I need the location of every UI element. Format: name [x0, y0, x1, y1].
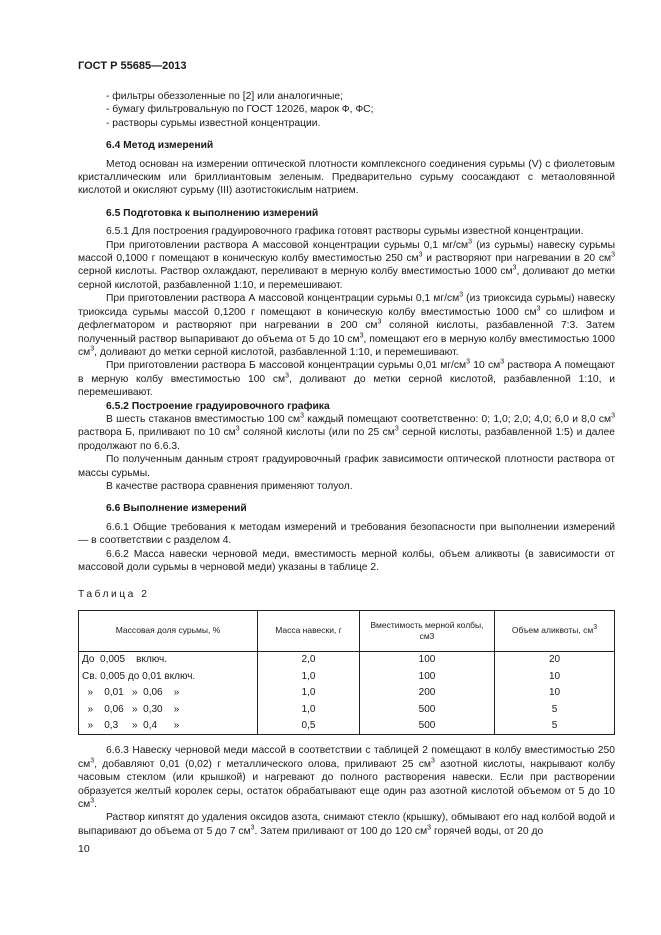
table-cell: 5 — [495, 701, 615, 718]
table-cell: » 0,01 » 0,06 » — [79, 685, 258, 702]
subsection-heading-6-5-2: 6.5.2 Построение градуировочного графика — [106, 400, 330, 412]
paragraph: В качестве раствора сравнения применяют толуол. — [106, 480, 353, 492]
section-heading-6-5: 6.5 Подготовка к выполнению измерений — [106, 207, 319, 219]
table-cell: 20 — [495, 651, 615, 668]
paragraph: При приготовлении раствора А массовой концентрации сурьмы 0,1 $мг/см^3$ (из триоксида сурьмы) навеску триоксида сурьмы массой 0,1200 г помещают в коническую колбу вместимостью 1000 $см^3$ со шлифом и дефлегматором и растворяют при нагревании в 200 $см^3$ соляной кислоты, разбавленной 7:3. Затем полученный раствор выпаривают до объема от 5 до 10 $см^3$, помещают его в мерную колбу вместимостью 1000 $см^3$, доливают до метки серной кислотой, разбавленной 1:10, и перемешивают. — [78, 291, 616, 358]
table-header: Масса навески, г — [258, 610, 360, 651]
table-cell: 200 — [360, 685, 495, 702]
table-cell: 500 — [360, 701, 495, 718]
table-header: Массовая доля сурьмы, % — [79, 610, 258, 651]
list-item: - бумагу фильтровальную по ГОСТ 12026, марок Ф, ФС; — [106, 104, 374, 116]
list-item: - растворы сурьмы известной концентрации. — [106, 117, 321, 129]
table-cell: » 0,06 » 0,30 » — [79, 701, 258, 718]
table-cell: 0,5 — [258, 718, 360, 735]
table-cell: 1,0 — [258, 701, 360, 718]
paragraph: В шесть стаканов вместимостью 100 $см^3$ каждый помещают соответственно: 0; 1,0; 2,0; 4,0; 6,0 и 8,0 $см^3$ раствора Б, приливают по 10 $см^3$ соляной кислоты (или по 25 $см^3$ серной кислоты, разбавленной 1:5) и далее продолжают по 6.6.3. — [78, 412, 615, 452]
table-cell: 2,0 — [258, 651, 360, 668]
table-cell: 10 — [495, 668, 615, 685]
data-table — [78, 610, 615, 736]
table-caption: Таблица 2 — [78, 589, 150, 601]
table-header: Вместимость мерной колбы, см3 — [360, 610, 495, 651]
table-row — [79, 718, 615, 735]
page-number: 10 — [78, 843, 90, 855]
table-cell: » 0,3 » 0,4 » — [79, 718, 258, 735]
section-heading-6-6: 6.6 Выполнение измерений — [106, 503, 247, 515]
table-row — [79, 651, 615, 668]
document-header: ГОСТ Р 55685—2013 — [78, 60, 187, 72]
paragraph: 6.6.3 Навеску черновой меди массой в соответствии с таблицей 2 помещают в колбу вместимостью 250 $см^3$, добавляют 0,01 (0,02) г металлического олова, приливают 25 $см^3$ азотной кислоты, накрывают колбу часовым стеклом (или крышкой) и нагревают до полного растворения навески. Если при растворении образуется желтый королек серы, остаток обрабатывают еще один раз азотной кислотой объемом от 5 до 10 $см^3$. — [78, 745, 615, 810]
table-cell: 1,0 — [258, 685, 360, 702]
table-cell: До 0,005 включ. — [79, 651, 258, 668]
paragraph: Раствор кипятят до удаления оксидов азота, снимают стекло (крышку), обмывают его над колбой водой и выпаривают до объема от 5 до 7 $см^3$. Затем приливают от 100 до 120 $см^3$ горячей воды, от 20 до — [78, 812, 615, 837]
section-heading-6-4: 6.4 Метод измерений — [106, 140, 214, 152]
list-item: - фильтры обеззоленные по [2] или аналогичные; — [106, 91, 343, 102]
table-row — [79, 685, 615, 702]
paragraph: 6.5.1 Для построения градуировочного графика готовят растворы сурьмы известной концентрации. — [106, 226, 584, 238]
page-content — [78, 90, 615, 838]
table-cell: Св. 0,005 до 0,01 включ. — [79, 668, 258, 685]
table-cell: 10 — [495, 685, 615, 702]
table-cell: 5 — [495, 718, 615, 735]
table-row — [79, 668, 615, 685]
table-cell: 1,0 — [258, 668, 360, 685]
table-header: Объем аликвоты, $см^3$ — [495, 610, 615, 651]
paragraph: По полученным данным строят градуировочный график зависимости оптической плотности раствора от массы сурьмы. — [78, 454, 615, 479]
paragraph: При приготовлении раствора Б массовой концентрации сурьмы 0,01 $мг/см^3$ 10 $см^3$ раствора А помещают в мерную колбу вместимостью 100 $см^3$, доливают до метки серной кислотой, разбавленной 1:10, и перемешивают. — [78, 358, 616, 399]
paragraph: Метод основан на измерении оптической плотности комплексного соединения сурьмы (V) с фиолетовым кристаллическим или бриллиантовым зеленым. Предварительно сурьму соосаждают с метаоловянной кислотой и окисляют сурьму (III) азотистокислым натрием. — [78, 158, 615, 197]
table-cell: 100 — [360, 668, 495, 685]
table-cell: 100 — [360, 651, 495, 668]
paragraph: 6.6.1 Общие требования к методам измерений и требования безопасности при выполнении измерений — в соответствии с разделом 4. — [78, 521, 615, 547]
table-row — [79, 701, 615, 718]
table-cell: 500 — [360, 718, 495, 735]
paragraph: При приготовлении раствора А массовой концентрации сурьмы 0,1 $мг/см^3$ (из сурьмы) навеску сурьмы массой 0,1000 г помещают в коническую колбу вместимостью 250 $см^3$ и растворяют при нагревании в 20 $см^3$ серной кислоты. Раствор охлаждают, переливают в мерную колбу вместимостью 1000 $см^3$, доливают до метки серной кислотой, разбавленной 1:10, и перемешивают. — [78, 238, 615, 291]
paragraph: 6.6.2 Масса навески черновой меди, вместимость мерной колбы, объем аликвоты (в зависимости от массовой доли сурьмы в черновой меди) указаны в таблице 2. — [78, 548, 615, 573]
